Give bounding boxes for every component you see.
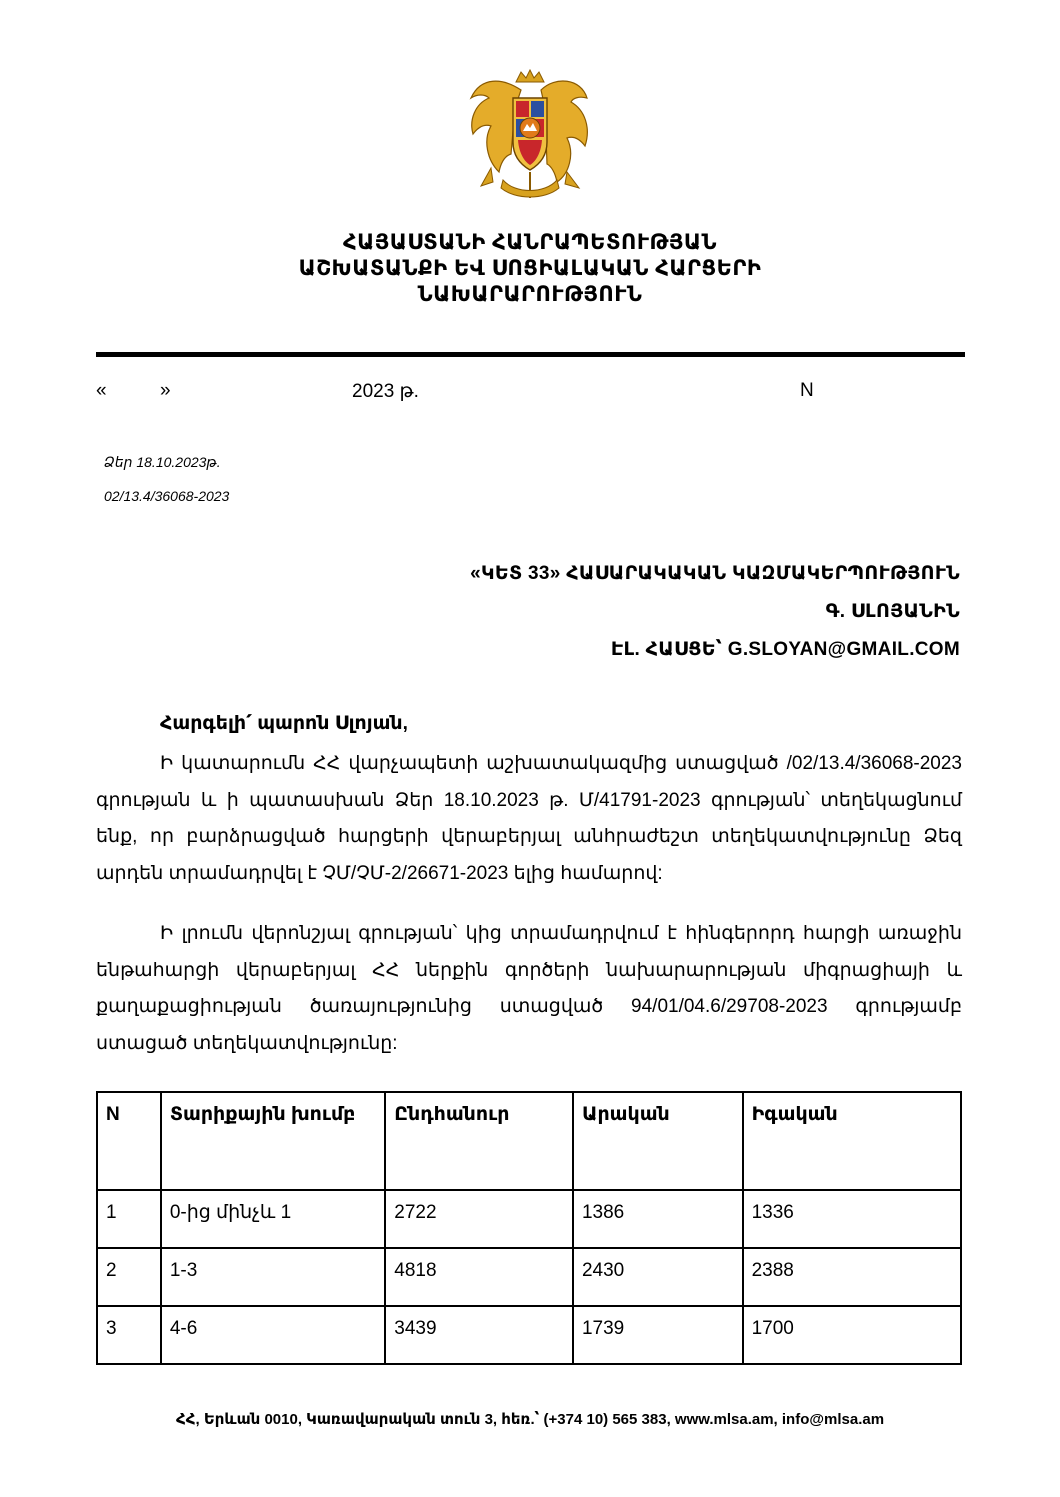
body-paragraph-1 xyxy=(96,746,962,892)
paragraph-line: գրության և ի պատասխան Ձեր 18.10.2023 թ. Մ/41791-2023 գրության՝ տեղեկացնում xyxy=(96,789,962,811)
body-paragraph-2 xyxy=(96,916,962,1062)
reference-number: 02/13.4/36068-2023 xyxy=(104,488,230,504)
date-open-quote: « xyxy=(96,380,107,401)
table-cell: 4-6 xyxy=(161,1306,385,1364)
ministry-title-line: ՆԱԽԱՐԱՐՈՒԹՅՈՒՆ xyxy=(417,283,643,306)
table-cell: 3 xyxy=(97,1306,161,1364)
header-divider xyxy=(96,352,965,357)
paragraph-line: քաղաքացիության ծառայությունից ստացված 94/01/04.6/29708-2023 գրությամբ xyxy=(96,996,962,1017)
table-row xyxy=(97,1190,961,1248)
table-cell: 1386 xyxy=(573,1190,743,1248)
reference-date: Ձեր 18.10.2023թ. xyxy=(104,454,221,470)
population-table xyxy=(96,1091,962,1365)
date-year: 2023 թ. xyxy=(352,381,419,402)
table-cell: 1-3 xyxy=(161,1248,385,1306)
paragraph-line: ենք, որ բարձրացված հարցերի վերաբերյալ անհրաժեշտ տեղեկատվությունը Ձեզ xyxy=(96,826,962,847)
table-cell: 2388 xyxy=(743,1248,961,1306)
paragraph-line: Ի լրումն վերոնշյալ գրության՝ կից տրամադրվում է հինգերորդ հարցի առաջին xyxy=(160,923,962,944)
column-header: Արական xyxy=(573,1092,743,1190)
column-header: Ընդհանուր xyxy=(385,1092,573,1190)
footer-contact: ՀՀ, Երևան 0010, Կառավարական տուն 3, հեռ.՝ (+374 10) 565 383, www.mlsa.am, info@mlsa.am xyxy=(175,1411,885,1428)
document-number-label: N xyxy=(800,380,814,401)
table-cell: 0-ից մինչև 1 xyxy=(161,1190,385,1248)
table-cell: 3439 xyxy=(385,1306,573,1364)
ministry-title-line: ԱՇԽԱՏԱՆՔԻ ԵՎ ՍՈՑԻԱԼԱԿԱՆ ՀԱՐՑԵՐԻ xyxy=(298,257,762,280)
table-header-row xyxy=(97,1092,961,1190)
paragraph-line: ենթահարցի վերաբերյալ ՀՀ ներքին գործերի նախարարության միգրացիայի և xyxy=(96,959,962,981)
date-close-quote: » xyxy=(160,380,171,401)
recipient-organization: «ԿԵՏ 33» ՀԱՍԱՐԱԿԱԿԱՆ ԿԱԶՄԱԿԵՐՊՈՒԹՅՈՒՆ xyxy=(470,563,960,584)
table-cell: 1336 xyxy=(743,1190,961,1248)
table-cell: 1 xyxy=(97,1190,161,1248)
table-cell: 1700 xyxy=(743,1306,961,1364)
table-row xyxy=(97,1248,961,1306)
ministry-title-line: ՀԱՅԱՍՏԱՆԻ ՀԱՆՐԱՊԵՏՈՒԹՅԱՆ xyxy=(342,231,717,254)
column-header: Տարիքային խումբ xyxy=(161,1092,385,1190)
table-cell: 2 xyxy=(97,1248,161,1306)
recipient-email: ԷԼ. ՀԱՍՑԵ՝ G.SLOYAN@GMAIL.COM xyxy=(610,639,960,660)
column-header: N xyxy=(97,1092,161,1190)
recipient-name: Գ. ՍԼՈՅԱՆԻՆ xyxy=(825,601,960,622)
table-cell: 2722 xyxy=(385,1190,573,1248)
table-row xyxy=(97,1306,961,1364)
paragraph-line: արդեն տրամադրվել է ՉՄ/ՉՄ-2/26671-2023 ելից համարով: xyxy=(96,862,663,884)
ministry-title xyxy=(0,230,1060,308)
paragraph-line: Ի կատարումն ՀՀ վարչապետի աշխատակազմից ստացված /02/13.4/36068-2023 xyxy=(160,753,962,774)
salutation: Հարգելի՛ պարոն Սլոյան, xyxy=(160,713,408,734)
table-cell: 1739 xyxy=(573,1306,743,1364)
table-cell: 2430 xyxy=(573,1248,743,1306)
armenian-coat-of-arms-icon xyxy=(463,68,597,206)
paragraph-line: ստացած տեղեկատվությունը: xyxy=(96,1032,398,1054)
column-header: Իգական xyxy=(743,1092,961,1190)
table-cell: 4818 xyxy=(385,1248,573,1306)
